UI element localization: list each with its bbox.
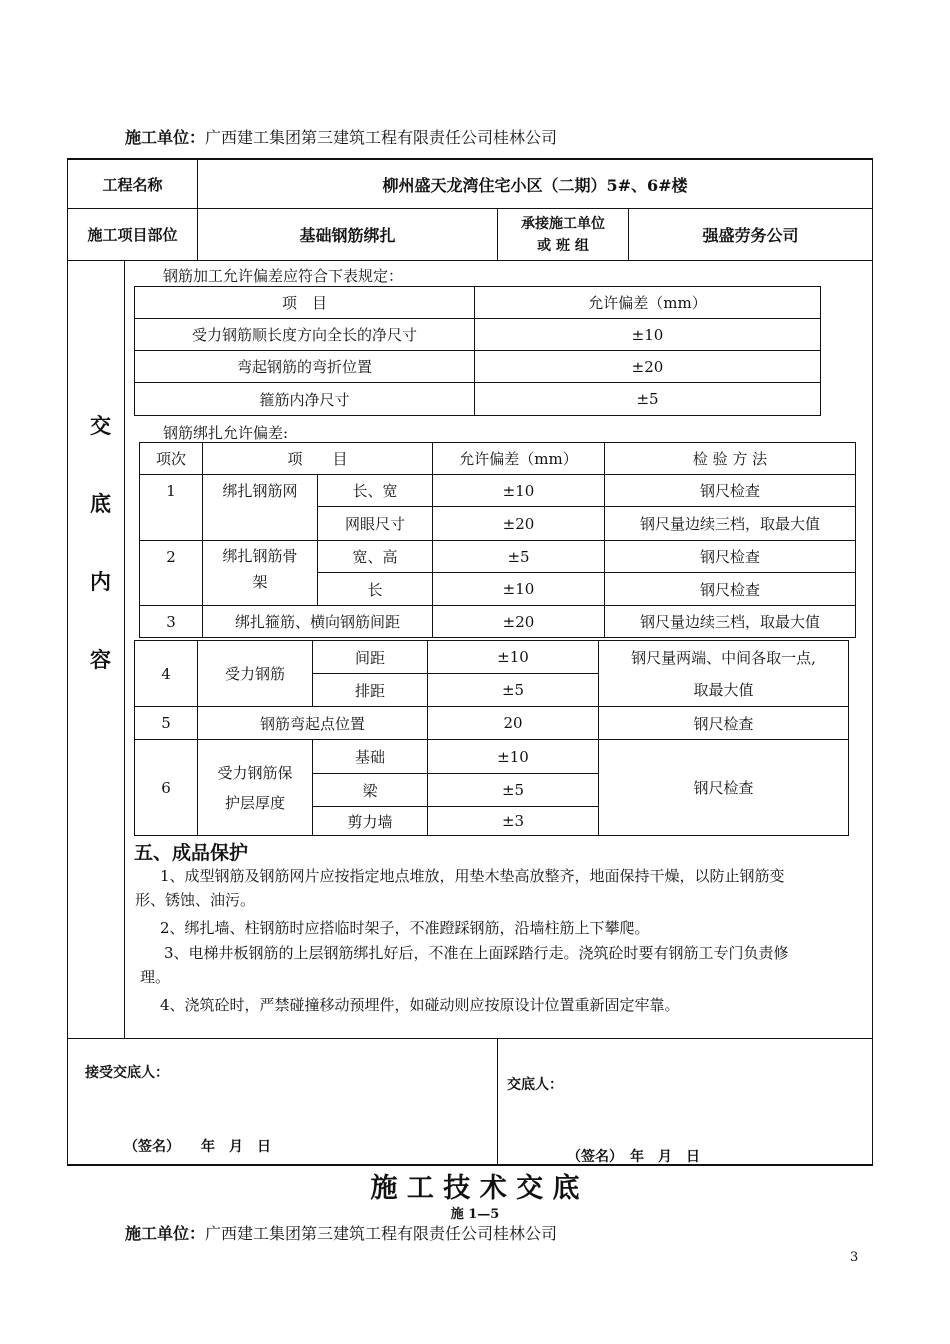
t1-row-1-item: 受力钢筋顺长度方向全长的净尺寸 xyxy=(191,326,417,344)
t3-r4-no: 4 xyxy=(161,664,171,683)
construction-unit-name-next: 广西建工集团第三建筑工程有限责任公司桂林公司 xyxy=(205,1224,558,1243)
t3-r4-method-line-2: 取最大值 xyxy=(693,680,754,699)
t2-r2-item xyxy=(203,541,317,605)
t2-r2-no: 2 xyxy=(166,547,176,566)
t3-r4-item: 受力钢筋 xyxy=(224,665,285,683)
t2-r1-b-method: 钢尺量边续三档，取最大值 xyxy=(639,515,820,533)
t2-r3-item: 绑扎箍筋、横向钢筋间距 xyxy=(234,613,400,631)
construction-unit-name: 广西建工集团第三建筑工程有限责任公司桂林公司 xyxy=(205,128,558,147)
t3-r6-b-tol: ±5 xyxy=(501,781,525,799)
t3-r6-item-line-1: 受力钢筋保 xyxy=(217,763,293,782)
t2-header-no: 项次 xyxy=(155,450,186,468)
contractor-value: 强盛劳务公司 xyxy=(702,226,799,245)
t1-row-2-tol: ±20 xyxy=(631,357,664,376)
t2-r3-no: 3 xyxy=(166,612,176,631)
t2-header-item: 项 目 xyxy=(287,450,348,468)
protection-p4: 4、浇筑砼时，严禁碰撞移动预埋件，如碰动则应按原设计位置重新固定牢靠。 xyxy=(160,996,680,1014)
protection-p1-line-1: 1、成型钢筋及钢筋网片应按指定地点堆放，用垫木垫高放整齐，地面保持干燥，以防止钢筋变 xyxy=(160,867,785,885)
t2-r1-b-tol: ±20 xyxy=(502,514,535,533)
t3-r4-a-tol: ±10 xyxy=(497,648,529,666)
giver-label: 交底人： xyxy=(507,1077,563,1093)
t3-r6-item-line-2: 护层厚度 xyxy=(224,793,285,812)
t3-r5-method: 钢尺检查 xyxy=(693,714,754,733)
t3-r6-c: 剪力墙 xyxy=(347,812,393,831)
t3-r6-c-tol: ±3 xyxy=(501,812,525,830)
t3-r6-item xyxy=(198,740,312,835)
section-value: 基础钢筋绑扎 xyxy=(299,226,396,245)
t1-header-item: 项 目 xyxy=(281,294,327,312)
project-name-label: 工程名称 xyxy=(102,175,163,194)
construction-unit-label-next: 施工单位： xyxy=(125,1224,206,1243)
t2-r1-a-method: 钢尺检查 xyxy=(699,482,760,500)
t3-r4-b: 排距 xyxy=(354,681,385,700)
t2-r2-a-method: 钢尺检查 xyxy=(699,548,760,566)
t3-r4-a: 间距 xyxy=(354,648,385,667)
contractor-label-line-2: 或 班 组 xyxy=(537,237,589,254)
receiver-label: 接受交底人： xyxy=(85,1065,169,1081)
t2-r1-item: 绑扎钢筋网 xyxy=(222,482,298,500)
side-label-2: 底 xyxy=(90,491,111,516)
construction-unit-line-next xyxy=(125,1221,557,1244)
t3-r5-item: 钢筋弯起点位置 xyxy=(259,714,365,733)
contractor-label-line-1: 承接施工单位 xyxy=(521,215,605,232)
section-label: 施工项目部位 xyxy=(87,226,178,244)
t2-r2-b: 长 xyxy=(367,580,383,599)
t3-r4-method-line-1: 钢尺量两端、中间各取一点, xyxy=(631,648,816,667)
t1-intro: 钢筋加工允许偏差应符合下表规定： xyxy=(163,267,404,285)
page-number: 3 xyxy=(850,1250,859,1265)
contractor-label xyxy=(498,209,628,260)
t1-row-2-item: 弯起钢筋的弯折位置 xyxy=(236,358,372,376)
side-label-1: 交 xyxy=(90,413,111,438)
t2-r2-a-tol: ±5 xyxy=(507,547,530,566)
t2-r1-no: 1 xyxy=(166,481,176,500)
next-form-title: 施 工 技 术 交 底 xyxy=(370,1173,580,1204)
construction-unit-label: 施工单位： xyxy=(125,128,206,147)
t1-row-3-item: 箍筋内净尺寸 xyxy=(259,390,350,409)
protection-p2: 2、绑扎墙、柱钢筋时应搭临时架子，不准蹬踩钢筋，沿墙柱筋上下攀爬。 xyxy=(160,919,650,937)
t3-r6-no: 6 xyxy=(161,778,171,797)
t1-row-3-tol: ±5 xyxy=(636,390,659,408)
next-form-code: 施 1—5 xyxy=(450,1207,500,1222)
t2-r1-a-tol: ±10 xyxy=(502,481,535,500)
side-label-3: 内 xyxy=(90,569,111,594)
t3-r4-b-tol: ±5 xyxy=(501,681,525,699)
receiver-signature-date: （签名） 年 月 日 xyxy=(124,1139,271,1155)
protection-heading: 五、成品保护 xyxy=(134,842,249,864)
protection-p3-line-1: 3、电梯井板钢筋的上层钢筋绑扎好后，不准在上面踩踏行走。浇筑砼时要有钢筋工专门负责修 xyxy=(164,944,789,962)
t2-r2-item-line-2: 架 xyxy=(252,573,268,591)
t2-r2-b-method: 钢尺检查 xyxy=(699,580,760,599)
t3-r5-tol: 20 xyxy=(503,714,523,732)
t2-intro: 钢筋绑扎允许偏差: xyxy=(163,424,289,442)
side-label-4: 容 xyxy=(90,647,111,672)
t3-r6-a: 基础 xyxy=(354,748,385,766)
t3-r6-method: 钢尺检查 xyxy=(693,779,754,797)
construction-unit-line xyxy=(125,125,557,148)
t2-r2-item-line-1: 绑扎钢筋骨 xyxy=(222,547,298,565)
project-name: 柳州盛天龙湾住宅小区（二期）5#、6#楼 xyxy=(382,175,688,195)
protection-p1-line-2: 形、锈蚀、油污。 xyxy=(135,891,256,909)
t2-r2-b-tol: ±10 xyxy=(502,580,535,598)
t3-r6-a-tol: ±10 xyxy=(497,747,529,766)
t3-r6-b: 梁 xyxy=(362,781,378,800)
t1-row-1-tol: ±10 xyxy=(631,325,664,344)
t2-r2-a: 宽、高 xyxy=(352,548,398,566)
t2-header-tolerance: 允许偏差（mm） xyxy=(459,450,578,468)
giver-signature-date: （签名） 年 月 日 xyxy=(567,1149,700,1165)
t2-r3-tol: ±20 xyxy=(502,612,535,631)
t3-r4-method xyxy=(599,641,848,706)
t3-r5-no: 5 xyxy=(161,714,171,732)
t1-header-tolerance: 允许偏差（mm） xyxy=(588,294,707,312)
protection-p3-line-2: 理。 xyxy=(140,968,171,986)
t2-r3-method: 钢尺量边续三档，取最大值 xyxy=(639,613,820,631)
t2-r1-a: 长、宽 xyxy=(352,482,398,500)
t2-r1-b: 网眼尺寸 xyxy=(344,515,405,533)
t2-header-method: 检 验 方 法 xyxy=(692,450,768,468)
